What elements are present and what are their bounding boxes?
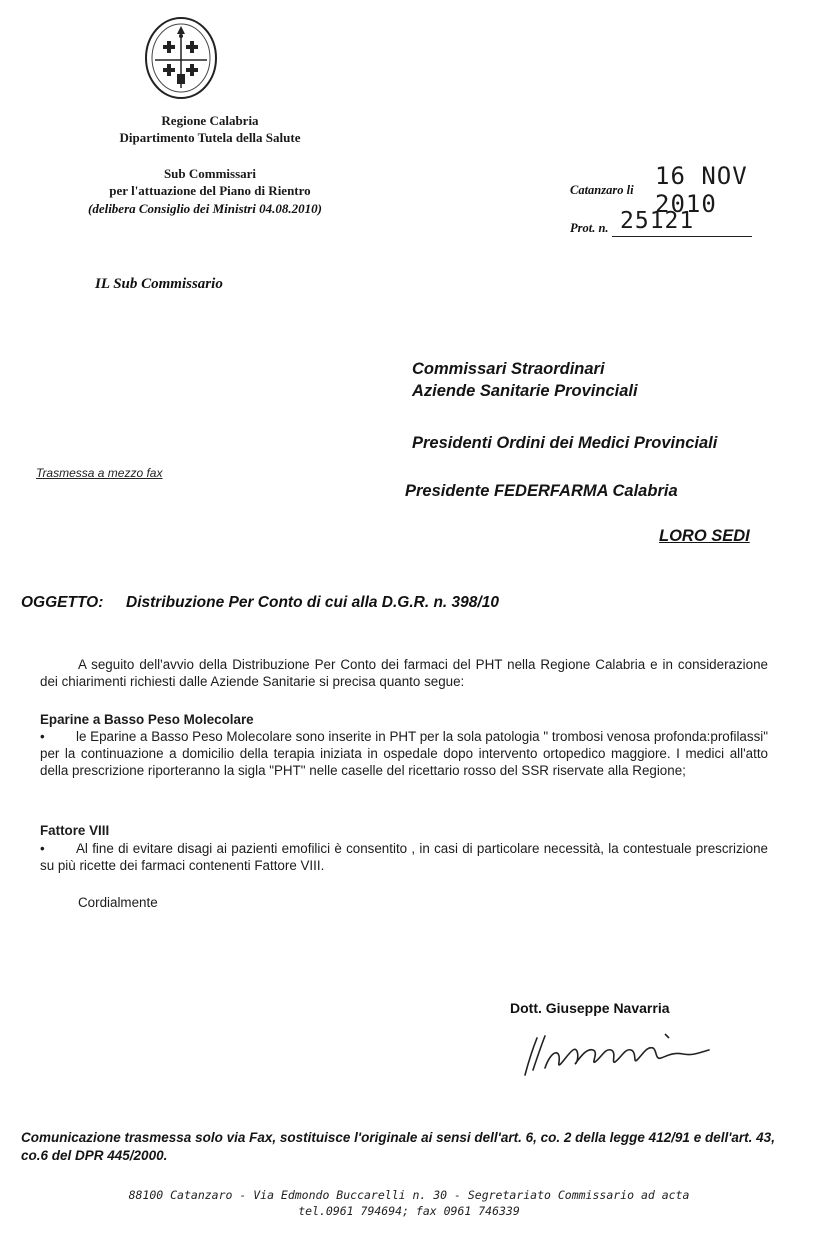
closing: Cordialmente bbox=[78, 895, 158, 910]
signatory-name: Dott. Giuseppe Navarria bbox=[510, 1000, 670, 1016]
date-value: 16 NOV 2010 bbox=[655, 162, 748, 218]
regional-coat-of-arms-icon bbox=[143, 16, 219, 100]
sub-commissari-deliberation: (delibera Consiglio dei Ministri 04.08.2010) bbox=[87, 201, 322, 216]
transmission-note: Trasmessa a mezzo fax bbox=[36, 466, 163, 480]
recipient-line-1: Commissari Straordinari bbox=[412, 360, 605, 378]
section2-paragraph bbox=[40, 840, 768, 874]
org-name: Regione Calabria bbox=[161, 113, 259, 128]
signatory-title: IL Sub Commissario bbox=[95, 276, 223, 292]
footer-address: 88100 Catanzaro - Via Edmondo Buccarelli n. 30 - Segretariato Commissario ad acta bbox=[128, 1188, 690, 1202]
recipient-line-2: Aziende Sanitarie Provinciali bbox=[412, 382, 638, 400]
section1-title: Eparine a Basso Peso Molecolare bbox=[40, 712, 254, 727]
place-label: Catanzaro li bbox=[570, 183, 634, 197]
sub-commissari-purpose: per l'attuazione del Piano di Rientro bbox=[109, 183, 311, 198]
org-department: Dipartimento Tutela della Salute bbox=[119, 130, 301, 145]
section2-text: Al fine di evitare disagi ai pazienti emofilici è consentito , in casi di particolare necessità, la contestuale prescrizione su più ricette dei farmaci contenenti Fattore VIII. bbox=[40, 841, 768, 873]
sub-commissari-title: Sub Commissari bbox=[163, 166, 257, 181]
section2-title: Fattore VIII bbox=[40, 823, 110, 838]
bullet-icon: • bbox=[40, 729, 45, 744]
body-intro: A seguito dell'avvio della Distribuzione Per Conto dei farmaci del PHT nella Regione Calabria e in considerazione dei chiarimenti richiesti dalle Aziende Sanitarie si precisa quanto segue: bbox=[40, 657, 768, 689]
footer-contacts: tel.0961 794694; fax 0961 746339 bbox=[298, 1204, 520, 1218]
bullet-icon: • bbox=[40, 841, 45, 856]
handwritten-signature-icon bbox=[515, 1020, 715, 1080]
recipient-line-4: Presidente FEDERFARMA Calabria bbox=[405, 482, 678, 500]
protocol-underline bbox=[612, 236, 752, 237]
recipient-line-3: Presidenti Ordini dei Medici Provinciali bbox=[412, 434, 718, 452]
recipient-loro-sedi: LORO SEDI bbox=[659, 527, 750, 545]
protocol-number: 25121 bbox=[620, 208, 695, 234]
subject-text: Distribuzione Per Conto di cui alla D.G.R. n. 398/10 bbox=[126, 594, 499, 611]
section1-text: le Eparine a Basso Peso Molecolare sono inserite in PHT per la sola patologia " trombosi venosa profonda:profilassi" per la continuazione a domicilio della terapia iniziata in ospedale dopo intervento ortopedico maggiore. I medici all'atto della prescrizione riporteranno la sigla "PHT" nelle caselle del ricettario rosso del SSR riservate alla Regione; bbox=[40, 729, 768, 778]
subject-label: OGGETTO: bbox=[21, 594, 104, 611]
protocol-label: Prot. n. bbox=[570, 221, 609, 235]
subject-line bbox=[21, 594, 499, 612]
footer-note: Comunicazione trasmessa solo via Fax, sostituisce l'originale ai sensi dell'art. 6, co. 2 della legge 412/91 e dell'art. 43, co.6 del DPR 445/2000. bbox=[21, 1130, 775, 1163]
section1-paragraph bbox=[40, 728, 768, 779]
